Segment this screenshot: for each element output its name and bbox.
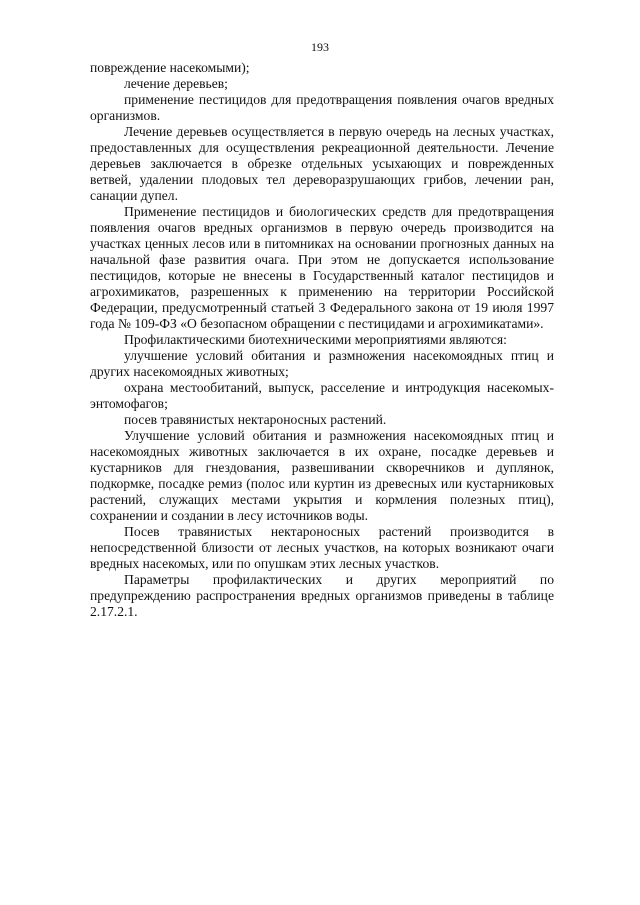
paragraph: охрана местообитаний, выпуск, расселение и интродукция насекомых-энтомофагов; — [90, 380, 554, 411]
paragraph: Лечение деревьев осуществляется в первую очередь на лесных участках, предоставленных для осуществления рекреационной деятельности. Лечение деревьев заключается в обрезке отдельных усыхающих и поврежденных ветвей, удалении плодовых тел дереворазрушающих грибов, лечении ран, санации дупел. — [90, 124, 554, 203]
paragraph: Применение пестицидов и биологических средств для предотвращения появления очагов вредных организмов в первую очередь производится на участках ценных лесов или в питомниках на основании прогнозных данных на начальной фазе развития очага. При этом не допускается использование пестицидов, которые не внесены в Государственный каталог пестицидов и агрохимикатов, разрешенных к применению на территории Российской Федерации, предусмотренный статьей 3 Федерального закона от 19 июля 1997 года № 109-ФЗ «О безопасном обращении с пестицидами и агрохимикатами». — [90, 204, 554, 331]
paragraph: лечение деревьев; — [124, 76, 228, 91]
paragraph: улучшение условий обитания и размножения насекомоядных птиц и других насекомоядных животных; — [90, 348, 554, 379]
paragraph: Улучшение условий обитания и размножения насекомоядных птиц и насекомоядных животных заключается в их охране, посадке деревьев и кустарников для гнездования, развешивании скворечников и дуплянок, подкормке, посадке ремиз (полос или куртин из древесных или кустарниковых растений, служащих местами укрытия и кормления полезных птиц), сохранении и создании в лесу источников воды. — [90, 428, 554, 523]
page-number: 193 — [311, 40, 329, 54]
paragraph: Посев травянистых нектароносных растений производится в непосредственной близости от лесных участков, на которых возникают очаги вредных насекомых, или по опушкам этих лесных участков. — [90, 524, 554, 571]
paragraph: повреждение насекомыми); — [90, 60, 250, 75]
paragraph: Параметры профилактических и других мероприятий по предупреждению распространения вредных организмов приведены в таблице 2.17.2.1. — [90, 572, 554, 619]
paragraph: Профилактическими биотехническими мероприятиями являются: — [124, 332, 507, 347]
paragraph: посев травянистых нектароносных растений. — [124, 412, 387, 427]
body-text — [90, 60, 554, 620]
paragraph: применение пестицидов для предотвращения появления очагов вредных организмов. — [90, 92, 554, 123]
